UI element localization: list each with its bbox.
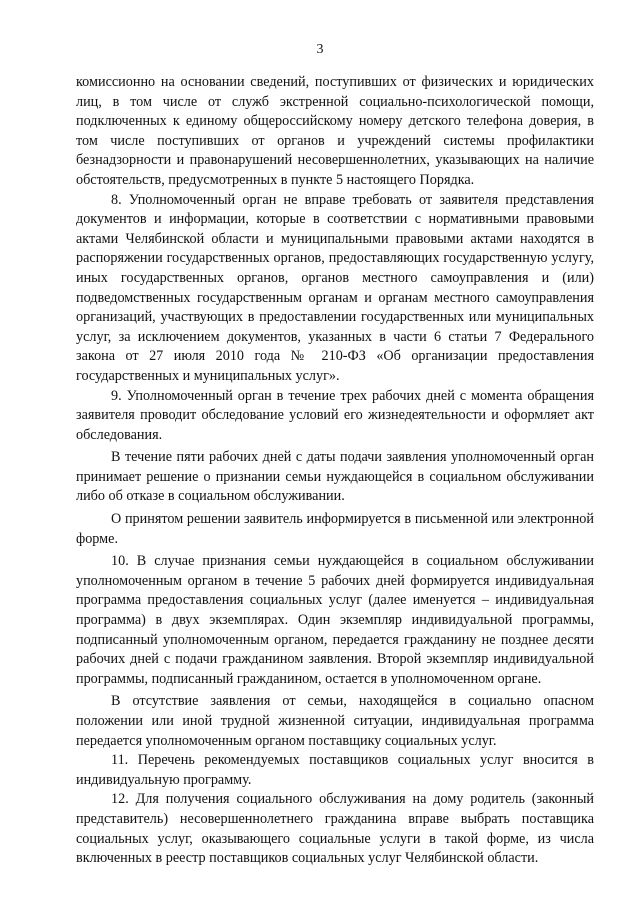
document-body [76,73,594,869]
paragraph-9: 9. Уполномоченный орган в течение трех рабочих дней с момента обращения заявителя проводит обследование условий его жизнедеятельности и оформляет акт обследования. [76,387,594,443]
paragraph-12: 12. Для получения социального обслуживания на дому родитель (законный представитель) несовершеннолетнего гражданина вправе выбрать поставщика социальных услуг, оказывающего социальные услуги в такой форме, из числа включенных в реестр поставщиков социальных услуг Челябинской области. [76,791,594,867]
paragraph-10-absence: В отсутствие заявления от семьи, находящейся в социально опасном положении или иной трудной жизненной ситуации, индивидуальная программа передается уполномоченным органом поставщику социальных услуг. [76,693,594,749]
paragraph-continuation: комиссионно на основании сведений, поступивших от физических и юридических лиц, в том числе от служб экстренной социально-психологической помощи, подключенных к единому общероссийскому номеру детского телефона доверия, в том числе поступивших от органов и учреждений системы профилактики безнадзорности и правонарушений несовершеннолетних, указывающих на наличие обстоятельств, предусмотренных в пункте 5 настоящего Порядка. [76,74,594,188]
paragraph-11: 11. Перечень рекомендуемых поставщиков социальных услуг вносится в индивидуальную программу. [76,752,594,788]
paragraph-8: 8. Уполномоченный орган не вправе требовать от заявителя представления документов и информации, которые в соответствии с нормативными правовыми актами Челябинской области и муниципальными правовыми актами находятся в распоряжении государственных органов, предоставляющих государственную услугу, иных государственных органов, органов местного самоуправления и (или) подведомственных государственным органам и органам местного самоуправления организаций, участвующих в предоставлении государственных или муниципальных услуг, за исключением документов, указанных в части 6 статьи 7 Федерального закона от 27 июля 2010 года № 210-ФЗ «Об организации предоставления государственных и муниципальных услуг». [76,191,594,384]
paragraph-10: 10. В случае признания семьи нуждающейся в социальном обслуживании уполномоченным органом в течение 5 рабочих дней формируется индивидуальная программа предоставления социальных услуг (далее именуется – индивидуальная программа) в двух экземплярах. Один экземпляр индивидуальной программы, подписанный уполномоченным органом, передается гражданину не позднее десяти рабочих дней с подачи гражданином заявления. Второй экземпляр индивидуальной программы, подписанный гражданином, остается в уполномоченном органе. [76,553,594,687]
page-number: 3 [316,42,324,57]
paragraph-9-decision: В течение пяти рабочих дней с даты подачи заявления уполномоченный орган принимает решение о признании семьи нуждающейся в социальном обслуживании либо об отказе в социальном обслуживании. [76,449,594,505]
paragraph-9-notification: О принятом решении заявитель информируется в письменной или электронной форме. [76,511,594,547]
